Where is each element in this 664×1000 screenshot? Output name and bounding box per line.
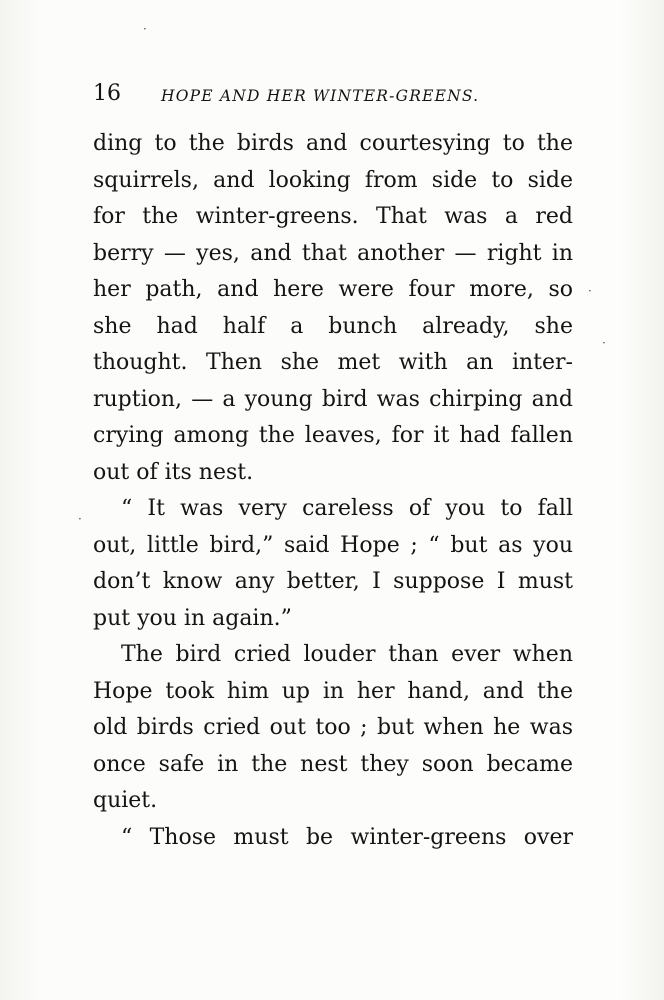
print-speck: · bbox=[588, 284, 592, 298]
text-line: squirrels, and looking from side to side bbox=[93, 167, 573, 193]
text-line: ding to the birds and courtesying to the bbox=[93, 131, 573, 156]
text-line: berry — yes, and that another — right in bbox=[93, 240, 573, 266]
text-line: thought. Then she met with an inter- bbox=[93, 350, 573, 375]
text-line: put you in again.” bbox=[93, 605, 292, 631]
text-line: ruption, — a young bird was chirping and bbox=[93, 386, 573, 412]
text-line: quiet. bbox=[93, 788, 158, 813]
print-speck: · bbox=[78, 512, 82, 526]
text-line: out of its nest. bbox=[93, 459, 254, 485]
text-line: Hope took him up in her hand, and the bbox=[93, 678, 573, 704]
text-line: she had half a bunch already, she bbox=[93, 313, 573, 339]
running-title: HOPE AND HER WINTER-GREENS. bbox=[161, 87, 480, 105]
print-speck: · bbox=[143, 22, 147, 36]
text-line: “ Those must be winter-greens over bbox=[121, 824, 573, 850]
text-line: out, little bird,” said Hope ; “ but as you bbox=[93, 532, 573, 558]
page-number: 16 bbox=[93, 81, 121, 106]
text-line: her path, and here were four more, so bbox=[93, 277, 573, 302]
text-line: “ It was very careless of you to fall bbox=[121, 496, 573, 521]
text-line: don’t know any better, I suppose I must bbox=[93, 569, 573, 594]
text-line: The bird cried louder than ever when bbox=[121, 642, 573, 667]
body-text bbox=[93, 126, 573, 856]
print-speck: · bbox=[602, 336, 606, 350]
text-line: old birds cried out too ; but when he was bbox=[93, 715, 573, 740]
text-line: crying among the leaves, for it had fallen bbox=[93, 423, 573, 448]
text-line: once safe in the nest they soon became bbox=[93, 751, 573, 777]
text-line: for the winter-greens. That was a red bbox=[93, 204, 573, 229]
page-header bbox=[93, 78, 573, 110]
